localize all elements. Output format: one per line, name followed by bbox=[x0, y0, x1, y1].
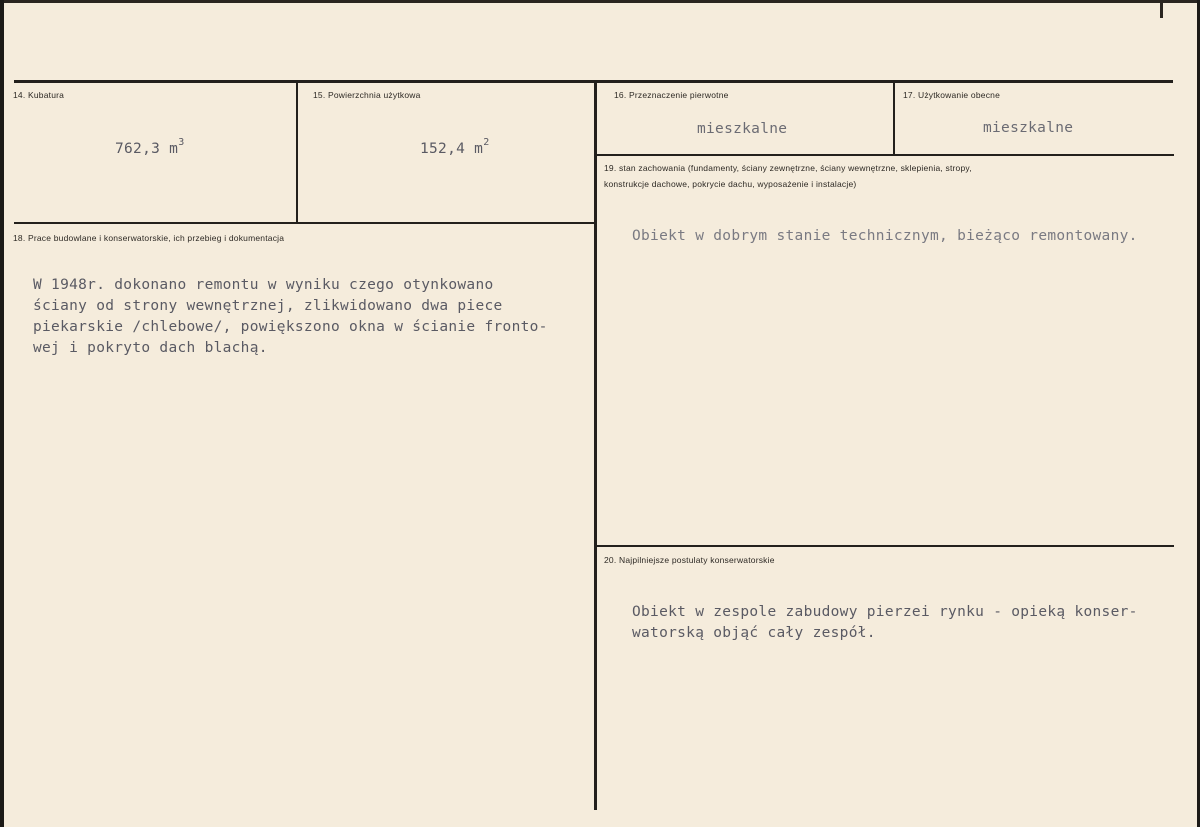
field-16-label: 16. Przeznaczenie pierwotne bbox=[614, 90, 729, 100]
field-18-value: W 1948r. dokonano remontu w wyniku czego otynkowano ściany od strony wewnętrznej, zlikwidowano dwa piece piekarskie /chlebowe/, powiększono okna w ścianie fronto- wej i pokryto dach blachą. bbox=[33, 277, 548, 356]
field-14-value bbox=[115, 137, 185, 157]
field-20-label: 20. Najpilniejsze postulaty konserwatorskie bbox=[604, 555, 775, 565]
card-notch bbox=[1160, 0, 1163, 18]
rule-under-14-15 bbox=[14, 222, 596, 224]
field-19-label-text: 19. stan zachowania (fundamenty, ściany zewnętrzne, ściany wewnętrzne, sklepienia, stropy, konstrukcje dachowe, pokrycie dachu, wyposażenie i instalacje) bbox=[604, 163, 972, 189]
rule-left-right bbox=[594, 82, 597, 810]
card-top-edge bbox=[0, 0, 1200, 3]
field-15-value bbox=[420, 137, 490, 157]
rule-under-16-17 bbox=[596, 154, 1174, 156]
field-14-label: 14. Kubatura bbox=[13, 90, 65, 100]
field-15-label: 15. Powierzchnia użytkowa bbox=[313, 90, 421, 100]
field-19-label bbox=[604, 160, 1144, 192]
field-17-value: mieszkalne bbox=[983, 120, 1074, 136]
field-14-number: 762,3 m bbox=[115, 141, 179, 157]
field-14-exponent: 3 bbox=[178, 137, 185, 149]
field-18-label: 18. Prace budowlane i konserwatorskie, ich przebieg i dokumentacja bbox=[13, 233, 285, 243]
field-19-value: Obiekt w dobrym stanie technicznym, bieżąco remontowany. bbox=[632, 228, 1138, 244]
field-15-number: 152,4 m bbox=[420, 141, 484, 157]
card-left-edge bbox=[0, 0, 4, 827]
field-20-value: Obiekt w zespole zabudowy pierzei rynku - opieką konser- watorską objąć cały zespół. bbox=[632, 604, 1138, 641]
rule-16-17 bbox=[893, 82, 895, 155]
field-16-value: mieszkalne bbox=[697, 121, 788, 137]
field-17-label: 17. Użytkowanie obecne bbox=[903, 90, 1001, 100]
field-15-exponent: 2 bbox=[483, 137, 490, 149]
rule-19-20 bbox=[596, 545, 1174, 547]
rule-14-15 bbox=[296, 82, 298, 224]
